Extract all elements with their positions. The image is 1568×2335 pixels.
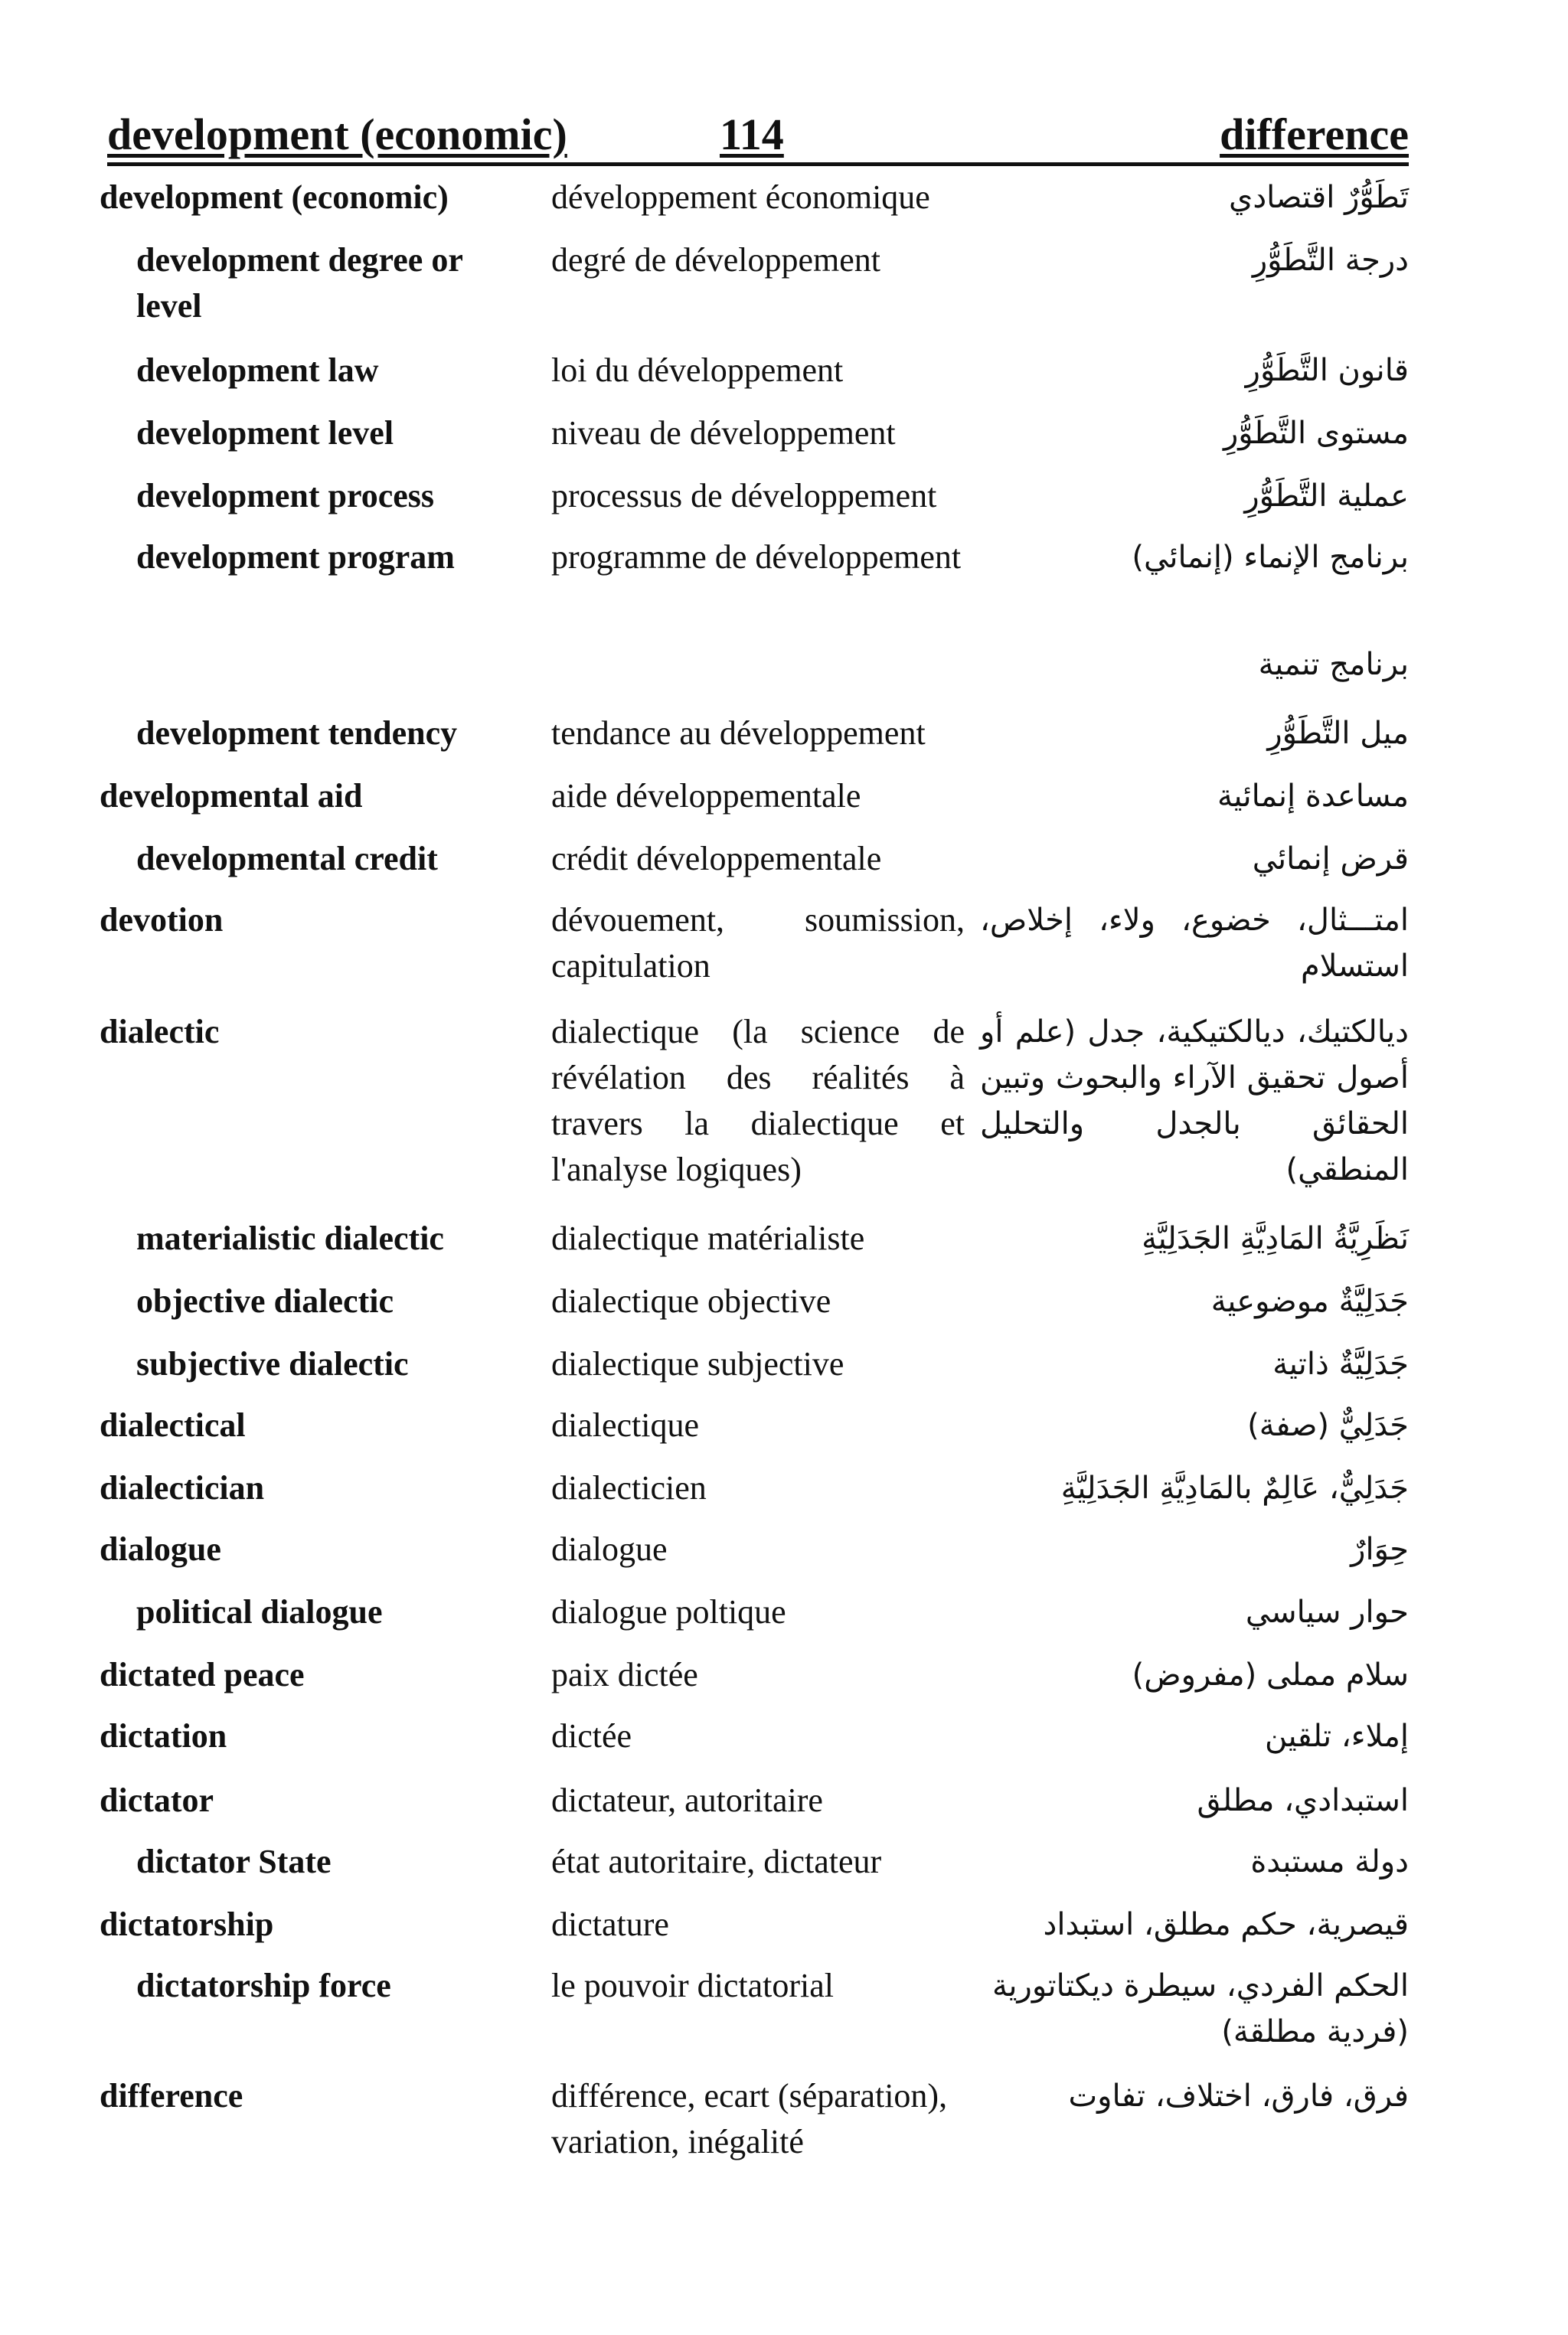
entry-english: development process xyxy=(136,477,435,514)
entry-french: dialecticien xyxy=(551,1469,707,1507)
entry-french: processus de développement xyxy=(551,477,937,514)
page-header xyxy=(107,107,1409,166)
entry-french: développement économique xyxy=(551,178,930,216)
entry-arabic: قانون التَّطَوُّرِ xyxy=(1245,353,1409,388)
entry-french: dévouement, soumission, capitulation xyxy=(551,901,965,985)
entry-english: materialistic dialectic xyxy=(136,1220,444,1257)
entry-french: loi du développement xyxy=(551,351,844,389)
entry-french: dialectique subjective xyxy=(551,1345,844,1383)
entry-english: dictator xyxy=(100,1781,214,1819)
entry-arabic: ديالكتيك، ديالكتيكية، جدل (علم أو أصول تحقيق الآراء والبحوث وتبين الحقائق بالجدل والتحليل المنطقي) xyxy=(980,1014,1409,1187)
entry-arabic: استبدادي، مطلق xyxy=(1197,1783,1409,1818)
entry-english: developmental credit xyxy=(136,840,438,877)
entry-french: dictature xyxy=(551,1906,669,1943)
header-last-entry: difference xyxy=(1220,109,1409,159)
entry-english: dialectician xyxy=(100,1469,265,1507)
entry-arabic: تَطَوُّرٌ اقتصادي xyxy=(1229,180,1409,215)
entry-english: dialogue xyxy=(100,1530,221,1568)
entry-arabic: حوار سياسي xyxy=(1245,1595,1409,1630)
entry-french: dictée xyxy=(551,1717,632,1755)
entry-english: objective dialectic xyxy=(136,1282,394,1320)
entry-french: crédit développementale xyxy=(551,840,882,877)
entry-arabic: جَدَلِيَّةٌ ذاتية xyxy=(1272,1347,1409,1382)
entry-french: dialogue poltique xyxy=(551,1593,786,1631)
page-number: 114 xyxy=(720,109,784,159)
entry-arabic-alt: برنامج تنمية xyxy=(1258,647,1409,682)
entry-arabic: مساعدة إنمائية xyxy=(1217,779,1409,814)
entry-arabic: امتـــثال، خضوع، ولاء، إخلاص، استسلام xyxy=(980,903,1409,984)
entry-french: paix dictée xyxy=(551,1656,698,1693)
entry-arabic: جَدَلِيٌّ، عَالِمٌ بالمَادِيَّةِ الجَدَلِيَّةِ xyxy=(1060,1471,1409,1506)
entry-french: dialectique objective xyxy=(551,1282,831,1320)
entry-english: developmental aid xyxy=(100,777,363,815)
entry-english: development tendency xyxy=(136,714,458,752)
entry-arabic: قرض إنمائي xyxy=(1252,841,1409,877)
entry-arabic: إملاء، تلقين xyxy=(1265,1719,1409,1754)
entry-english: dictated peace xyxy=(100,1656,305,1693)
entry-english: development degree or level xyxy=(136,241,463,325)
entry-french: dialectique xyxy=(551,1406,700,1444)
entry-arabic: عملية التَّطَوُّرِ xyxy=(1244,478,1409,514)
entry-english: development law xyxy=(136,351,379,389)
entry-english: dialectic xyxy=(100,1013,220,1050)
entry-english: dictatorship xyxy=(100,1906,274,1943)
entry-french: dialectique matérialiste xyxy=(551,1220,865,1257)
entry-english: devotion xyxy=(100,901,224,939)
entry-arabic: مستوى التَّطَوُّرِ xyxy=(1223,416,1409,451)
entry-french: aide développementale xyxy=(551,777,861,815)
entry-arabic: سلام مملى (مفروض) xyxy=(1132,1657,1409,1693)
entry-arabic: نَظَرِيَّةُ المَادِيَّةِ الجَدَلِيَّةِ xyxy=(1142,1221,1409,1256)
entry-english: subjective dialectic xyxy=(136,1345,409,1383)
entry-french: le pouvoir dictatorial xyxy=(551,1967,834,2004)
entry-english: dictator State xyxy=(136,1843,332,1880)
entry-french: dialogue xyxy=(551,1530,668,1568)
entry-arabic: جَدَلِيٌّ (صفة) xyxy=(1247,1408,1409,1443)
entry-french: dictateur, autoritaire xyxy=(551,1781,823,1819)
entry-arabic: دولة مستبدة xyxy=(1250,1844,1409,1879)
entry-arabic: الحكم الفردي، سيطرة ديكتاتورية (فردية مطلقة) xyxy=(991,1968,1409,2049)
entry-english: difference xyxy=(100,2077,243,2115)
entry-english: development program xyxy=(136,538,455,576)
entry-arabic: برنامج الإنماء (إنمائي) xyxy=(1132,540,1409,575)
entry-french: programme de développement xyxy=(551,538,962,576)
entry-french: degré de développement xyxy=(551,241,881,279)
entry-french: dialectique (la science de révélation des réalités à travers la dialectique et l'analyse logiques) xyxy=(551,1013,965,1188)
entry-arabic: درجة التَّطَوُّرِ xyxy=(1252,243,1409,278)
entry-english: development (economic) xyxy=(100,178,449,216)
entry-french: niveau de développement xyxy=(551,414,896,452)
entry-arabic: فرق، فارق، اختلاف، تفاوت xyxy=(1068,2079,1409,2114)
entry-english: dictatorship force xyxy=(136,1967,391,2004)
entry-arabic: ميل التَّطَوُّرِ xyxy=(1267,716,1409,751)
entry-english: dialectical xyxy=(100,1406,246,1444)
entry-english: dictation xyxy=(100,1717,227,1755)
entry-english: political dialogue xyxy=(136,1593,383,1631)
entry-french: différence, ecart (séparation), variation, inégalité xyxy=(551,2077,948,2160)
entry-french: tendance au développement xyxy=(551,714,926,752)
entry-french: état autoritaire, dictateur xyxy=(551,1843,882,1880)
entry-arabic: جَدَلِيَّةٌ موضوعية xyxy=(1210,1284,1409,1319)
entry-arabic: حِوَارٌ xyxy=(1351,1532,1409,1567)
header-first-entry: development (economic) xyxy=(107,109,567,159)
entry-arabic: قيصرية، حكم مطلق، استبداد xyxy=(1043,1907,1409,1942)
entry-english: development level xyxy=(136,414,394,452)
